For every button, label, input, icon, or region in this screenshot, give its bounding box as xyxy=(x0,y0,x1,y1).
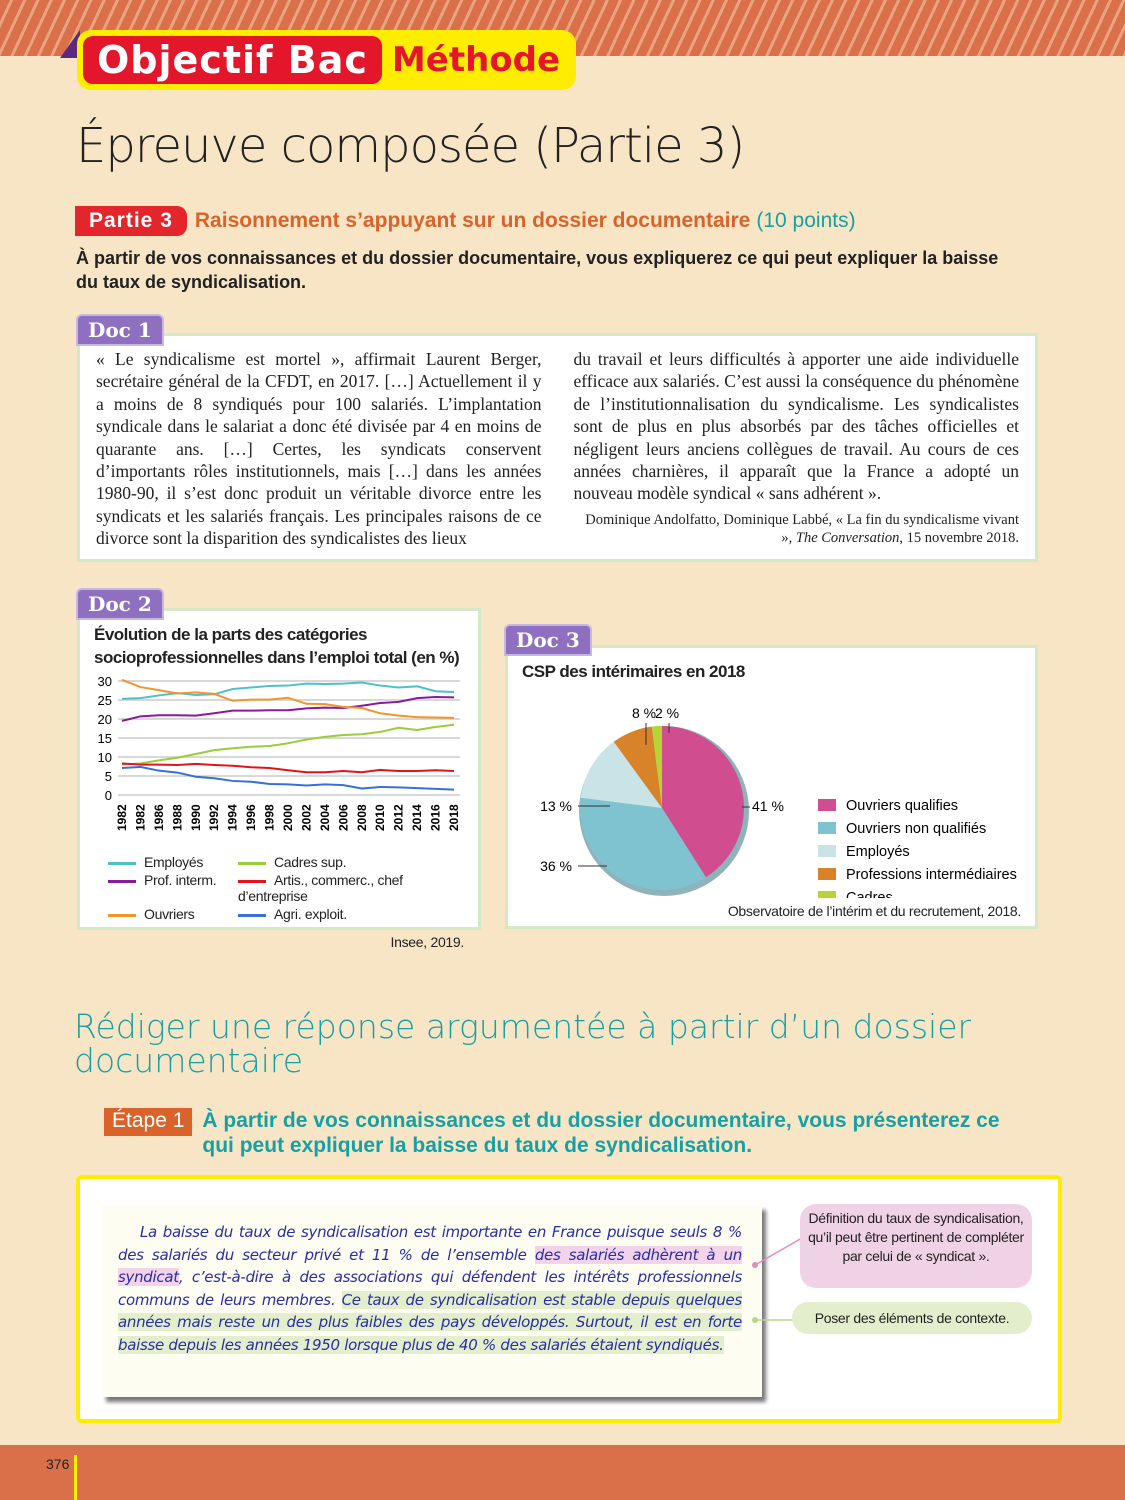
doc2-tag: Doc 2 xyxy=(76,588,164,620)
note-definition: Définition du taux de syndicalisation, qu’il peut être pertinent de compléter par celui de « syndicat ». xyxy=(800,1204,1032,1288)
y-tick-label: 20 xyxy=(97,712,112,727)
legend-label: Cadres xyxy=(846,890,893,898)
doc1-source: Dominique Andolfatto, Dominique Labbé, « La fin du syndicalisme vivant », The Conversation, 15 novembre 2018. xyxy=(585,511,1019,546)
legend-swatch xyxy=(818,845,836,857)
legend-item: Agri. exploit. xyxy=(238,906,464,922)
legend-label: Ouvriers qualifies xyxy=(846,798,959,814)
pie-data-label: 41 % xyxy=(752,798,784,814)
bottom-band xyxy=(0,1445,1125,1500)
pie-chart xyxy=(522,683,1027,898)
series-line xyxy=(122,763,454,772)
x-tick-label: 2008 xyxy=(354,804,369,831)
x-tick-label: 2014 xyxy=(410,804,425,831)
note-context: Poser des éléments de contexte. xyxy=(792,1302,1032,1334)
doc3-source: Observatoire de l’intérim et du recrutement, 2018. xyxy=(727,903,1021,919)
legend-item: Prof. interm. xyxy=(108,872,238,904)
legend-swatch xyxy=(818,799,836,811)
x-tick-label: 1990 xyxy=(188,804,203,831)
y-tick-label: 30 xyxy=(97,674,112,689)
y-tick-label: 0 xyxy=(104,788,112,803)
x-tick-label: 2016 xyxy=(428,804,443,831)
series-line xyxy=(122,725,454,765)
pie-data-label: 13 % xyxy=(540,798,572,814)
legend-item: Artis., commerc., chef d’entreprise xyxy=(238,872,403,904)
x-tick-label: 1982 xyxy=(133,804,148,831)
partie-tag: Partie 3 xyxy=(75,206,187,236)
legend-item: Employés xyxy=(108,854,238,870)
section-label: Méthode xyxy=(391,40,561,80)
legend-item: Cadres sup. xyxy=(238,854,464,870)
objectif-bac-badge xyxy=(77,30,576,90)
line-chart-legend xyxy=(108,854,464,922)
etape-heading xyxy=(104,1108,1002,1158)
x-tick-label: 1982 xyxy=(115,804,129,831)
legend-item: Ouvriers xyxy=(108,906,238,922)
doc2-source: Insee, 2019. xyxy=(390,934,464,950)
brand-label: Objectif Bac xyxy=(83,36,382,84)
y-tick-label: 15 xyxy=(97,731,112,746)
x-tick-label: 2004 xyxy=(317,804,332,831)
doc1-col2: du travail et leurs difficultés à apporter une aide individuelle efficace aux salariés. C’est aussi la conséquence du phénomène de l’institutionnalisation du syndicalisme. Les syndicalistes sont de plus en plus absorbés par des tâches officielles et négligent leurs anciens collègues de travail. Au cours de ces années charnières, il apparaît que la France a adopté un nouveau modèle syndical « sans adhérent ». xyxy=(573,349,1019,504)
x-tick-label: 2012 xyxy=(391,804,406,831)
partie-heading xyxy=(75,206,856,236)
partie-title: Raisonnement s’appuyant sur un dossier documentaire xyxy=(194,209,751,232)
answer-paper: La baisse du taux de syndicalisation est importante en France puisque seuls 8 % des salariés du secteur privé et 11 % de l’ensemble des salariés adhèrent à un syndicat, c’est-à-dire à des associations qui défendent les intérêts professionnels communs de leurs membres. Ce taux de syndicalisation est stable depuis quelques années mais reste un des plus faibles des pays développés. Surtout, il est en forte baisse depuis les années 1950 lorsque plus de 40 % des salariés étaient syndiqués. xyxy=(102,1205,762,1397)
page-title: Épreuve composée (Partie 3) xyxy=(76,118,745,174)
x-tick-label: 2006 xyxy=(336,804,351,831)
y-tick-label: 10 xyxy=(97,750,112,765)
page-marker xyxy=(74,1455,77,1500)
legend-label: Ouvriers non qualifiés xyxy=(846,821,987,837)
x-tick-label: 2010 xyxy=(373,804,388,831)
etape-text: À partir de vos connaissances et du dossier documentaire, vous présenterez ce qui peut expliquer la baisse du taux de syndicalisation. xyxy=(202,1109,1000,1157)
doc2-box xyxy=(77,608,481,950)
doc3-tag: Doc 3 xyxy=(504,624,592,656)
x-tick-label: 1998 xyxy=(262,804,277,831)
x-tick-label: 1988 xyxy=(170,804,185,831)
line-chart xyxy=(94,669,466,849)
highlight-definition: des salariés adhèrent à un syndicat xyxy=(118,1245,742,1287)
doc3-box xyxy=(505,645,1038,929)
page-number: 376 xyxy=(46,1456,70,1472)
doc1-col1: « Le syndicalisme est mortel », affirmait Laurent Berger, secrétaire général de la CFDT, en 2017. […] Actuellement il y a moins de 8 syndiqués pour 100 salariés. L’implantation syndicale dans le salariat a donc été divisée par 4 en moins de quarante ans. […] Certes, les syndicats conservent d’importants rôles institutionnels, mais […] dans les années 1980-90, il s’est donc produit un véritable divorce entre les syndicats et les salariés français. Les principales raisons de ce divorce sont la disparition des syndicalistes des lieux xyxy=(96,349,542,549)
partie-points: (10 points) xyxy=(756,209,856,232)
legend-label: Professions intermédiaires xyxy=(846,867,1017,883)
legend-swatch xyxy=(818,822,836,834)
legend-label: Employés xyxy=(846,844,910,860)
pie-data-label: 2 % xyxy=(654,705,680,721)
y-tick-label: 5 xyxy=(104,769,112,784)
consigne: À partir de vos connaissances et du dossier documentaire, vous expliquerez ce qui peut expliquer la baisse du taux de syndicalisation. xyxy=(76,248,999,292)
x-tick-label: 1986 xyxy=(151,804,166,831)
doc1-box xyxy=(77,333,1038,562)
series-line xyxy=(122,683,454,699)
line-chart-title: Évolution de la parts des catégories socioprofessionnelles dans l’emploi total (en %) xyxy=(94,625,460,667)
section-heading: Rédiger une réponse argumentée à partir d’un dossier documentaire xyxy=(74,1007,972,1080)
y-tick-label: 25 xyxy=(97,693,112,708)
pie-data-label: 36 % xyxy=(540,858,572,874)
x-tick-label: 1994 xyxy=(225,804,240,831)
legend-swatch xyxy=(818,891,836,898)
etape-tag: Étape 1 xyxy=(104,1108,192,1136)
x-tick-label: 2002 xyxy=(299,804,314,831)
doc1-tag: Doc 1 xyxy=(76,314,164,346)
x-tick-label: 2000 xyxy=(281,804,295,831)
x-tick-label: 1996 xyxy=(244,804,259,831)
pie-chart-title: CSP des intérimaires en 2018 xyxy=(522,662,745,681)
pie-data-label: 8 % xyxy=(631,705,657,721)
x-tick-label: 1992 xyxy=(207,804,222,831)
x-tick-label: 2018 xyxy=(447,804,461,831)
legend-swatch xyxy=(818,868,836,880)
highlight-context: Ce taux de syndicalisation est stable depuis quelques années mais reste un des plus faibles des pays développés. Surtout, il est en forte baisse depuis les années 1950 lorsque plus de 40 % des salariés étaient syndiqués. xyxy=(118,1290,743,1354)
